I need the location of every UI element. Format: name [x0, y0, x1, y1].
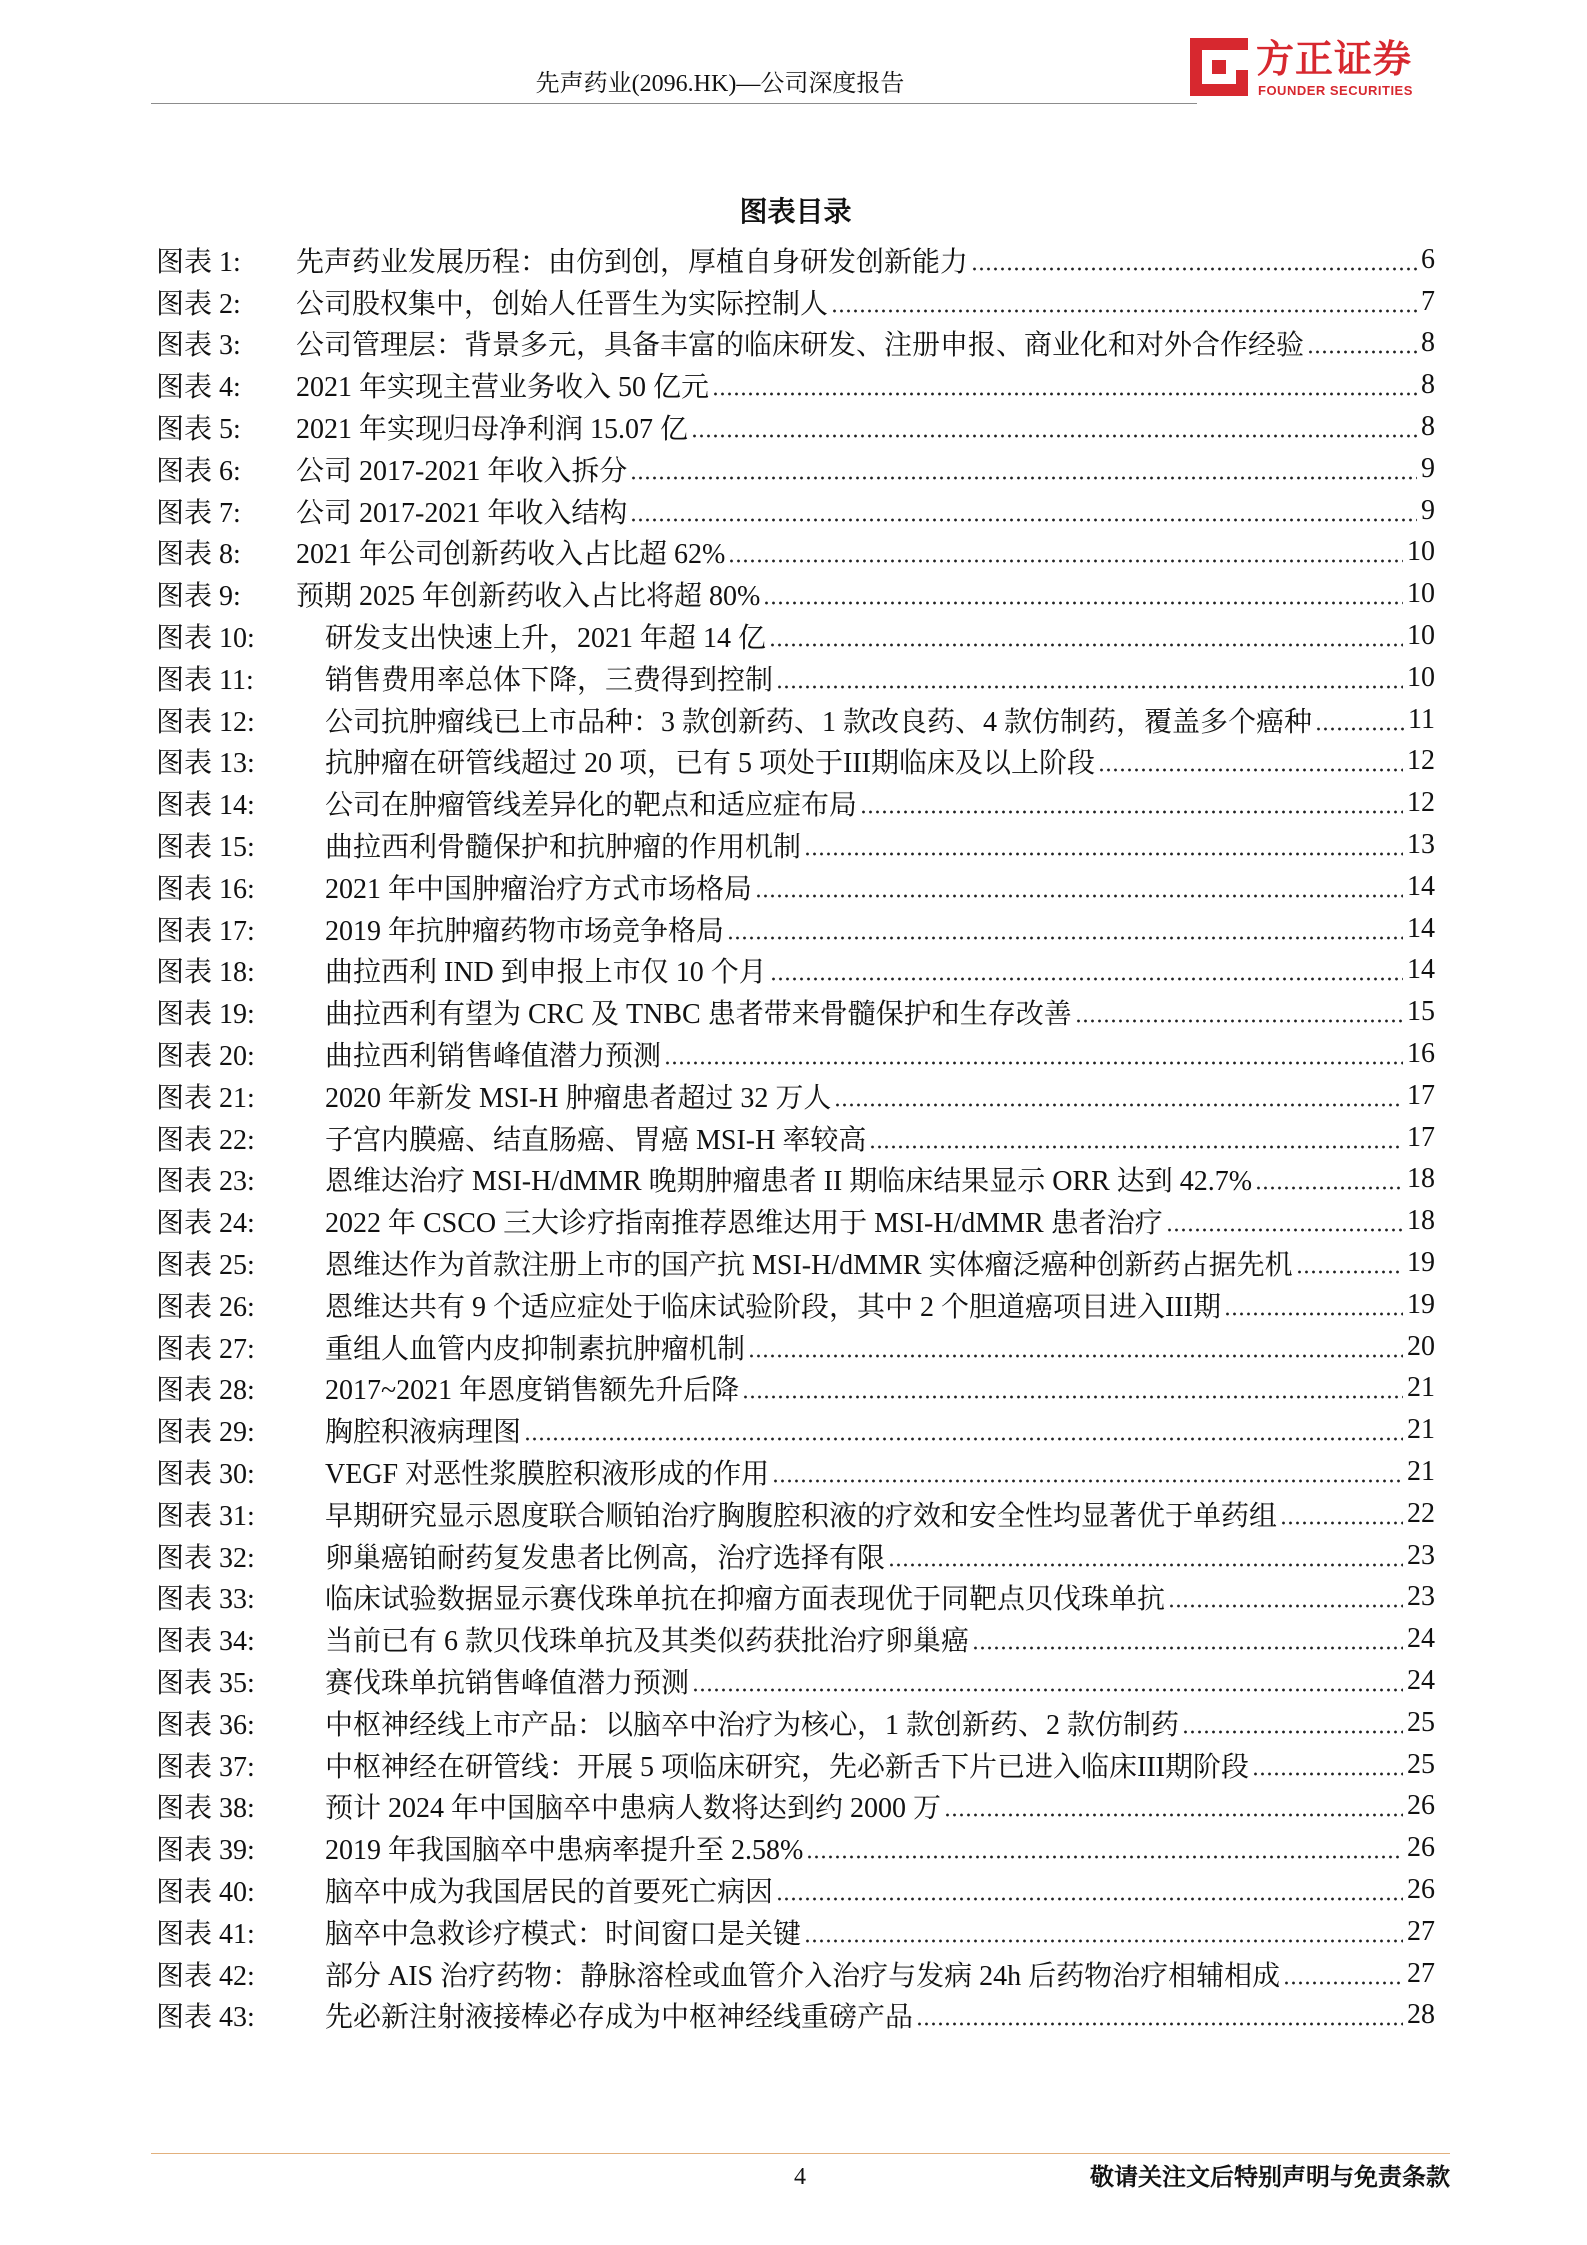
toc-entry-label: 图表 4: — [156, 372, 241, 404]
toc-entry-label: 图表 11: — [156, 664, 254, 696]
toc-entry[interactable] — [156, 1785, 1435, 1827]
toc-entry-title: 子宫内膜癌、结直肠癌、胃癌 MSI-H 率较高 — [325, 1124, 867, 1156]
toc-entry-title: 2021 年实现归母净利润 15.07 亿 — [296, 414, 689, 446]
toc-entry-label: 图表 38: — [156, 1793, 255, 1825]
toc-leader-dots — [664, 1061, 1403, 1065]
toc-entry[interactable] — [156, 1869, 1435, 1911]
toc-entry-page: 18 — [1407, 1163, 1435, 1195]
toc-entry-title: 2021 年公司创新药收入占比超 62% — [296, 539, 726, 571]
toc-entry-label: 图表 28: — [156, 1375, 255, 1407]
toc-leader-dots — [727, 936, 1403, 940]
toc-entry[interactable] — [156, 1577, 1435, 1619]
page-number: 4 — [794, 2164, 806, 2190]
toc-leader-dots — [806, 1855, 1403, 1859]
toc-entry-title: 公司 2017-2021 年收入结构 — [296, 497, 628, 529]
toc-entry-label: 图表 31: — [156, 1500, 255, 1532]
toc-leader-dots — [1166, 1228, 1403, 1232]
toc-entry-label: 图表 12: — [156, 706, 255, 738]
logo-name-cn: 方正证券 — [1256, 37, 1413, 81]
toc-entry-title: 曲拉西利销售峰值潜力预测 — [325, 1041, 662, 1073]
toc-entry[interactable] — [156, 1326, 1435, 1368]
toc-entry-page: 14 — [1407, 912, 1435, 944]
toc-leader-dots — [1283, 1981, 1403, 1985]
toc-entry-page: 8 — [1421, 411, 1435, 443]
toc-leader-dots — [742, 1395, 1403, 1399]
toc-entry-page: 7 — [1421, 285, 1435, 317]
toc-entry-title: 预计 2024 年中国脑卒中患病人数将达到约 2000 万 — [325, 1793, 942, 1825]
toc-entry-page: 10 — [1407, 661, 1435, 693]
toc-entry-title: 2020 年新发 MSI-H 肿瘤患者超过 32 万人 — [325, 1082, 832, 1114]
toc-entry-title: 卵巢癌铂耐药复发患者比例高，治疗选择有限 — [325, 1542, 886, 1574]
toc-entry-page: 6 — [1421, 243, 1435, 275]
toc-entry-title: 恩维达治疗 MSI-H/dMMR 晚期肿瘤患者 II 期临床结果显示 ORR 达到 42.7% — [325, 1166, 1253, 1198]
toc-entry[interactable] — [156, 1535, 1435, 1577]
toc-entry[interactable] — [156, 1200, 1435, 1242]
toc-entry-label: 图表 18: — [156, 957, 255, 989]
toc-entry-page: 25 — [1407, 1748, 1435, 1780]
header-divider — [151, 103, 1197, 104]
toc-entry-page: 9 — [1421, 452, 1435, 484]
toc-leader-dots — [916, 2022, 1403, 2026]
toc-entry-page: 17 — [1407, 1079, 1435, 1111]
toc-leader-dots — [804, 852, 1403, 856]
toc-entry[interactable] — [156, 1117, 1435, 1159]
toc-entry-title: 恩维达共有 9 个适应症处于临床试验阶段，其中 2 个胆道癌项目进入III期 — [325, 1291, 1221, 1323]
toc-leader-dots — [1255, 1186, 1403, 1190]
toc-entry[interactable] — [156, 1953, 1435, 1995]
toc-leader-dots — [1224, 1312, 1403, 1316]
toc-leader-dots — [770, 977, 1403, 981]
toc-entry-label: 图表 2: — [156, 288, 241, 320]
toc-entry-title: 脑卒中急救诊疗模式：时间窗口是关键 — [325, 1918, 802, 1950]
toc-entry-label: 图表 36: — [156, 1709, 255, 1741]
toc-leader-dots — [804, 1939, 1403, 1943]
toc-entry-label: 图表 25: — [156, 1250, 255, 1282]
toc-entry-page: 21 — [1407, 1414, 1435, 1446]
toc-entry-title: 先声药业发展历程：由仿到创，厚植自身研发创新能力 — [296, 246, 969, 278]
toc-entry-label: 图表 32: — [156, 1542, 255, 1574]
toc-entry-page: 21 — [1407, 1372, 1435, 1404]
toc-entry[interactable] — [156, 573, 1435, 615]
toc-entry-page: 25 — [1407, 1706, 1435, 1738]
toc-entry[interactable] — [156, 448, 1435, 490]
toc-entry-label: 图表 16: — [156, 873, 255, 905]
toc-entry-page: 12 — [1407, 745, 1435, 777]
toc-entry-page: 23 — [1407, 1539, 1435, 1571]
toc-leader-dots — [769, 643, 1403, 647]
toc-entry-label: 图表 35: — [156, 1667, 255, 1699]
toc-entry-label: 图表 40: — [156, 1876, 255, 1908]
toc-entry[interactable] — [156, 490, 1435, 532]
toc-entry-title: 中枢神经线上市产品：以脑卒中治疗为核心，1 款创新药、2 款仿制药 — [325, 1709, 1180, 1741]
toc-entry[interactable] — [156, 323, 1435, 365]
brand-logo — [1190, 36, 1434, 100]
toc-entry-title: 早期研究显示恩度联合顺铂治疗胸腹腔积液的疗效和安全性均显著优于单药组 — [325, 1500, 1278, 1532]
toc-entry[interactable] — [156, 1451, 1435, 1493]
toc-entry-title: 公司抗肿瘤线已上市品种：3 款创新药、1 款改良药、4 款仿制药，覆盖多个癌种 — [325, 706, 1313, 738]
toc-entry-title: 胸腔积液病理图 — [325, 1417, 522, 1449]
toc-entry[interactable] — [156, 239, 1435, 281]
toc-entry-title: 预期 2025 年创新药收入占比将超 80% — [296, 581, 761, 613]
toc-entry-title: 公司在肿瘤管线差异化的靶点和适应症布局 — [325, 790, 858, 822]
toc-entry[interactable] — [156, 991, 1435, 1033]
toc-entry-label: 图表 37: — [156, 1751, 255, 1783]
toc-entry-page: 13 — [1407, 829, 1435, 861]
toc-entry-page: 21 — [1407, 1456, 1435, 1487]
toc-entry-page: 14 — [1407, 954, 1435, 986]
toc-entry-label: 图表 23: — [156, 1166, 255, 1198]
toc-leader-dots — [1296, 1270, 1403, 1274]
toc-entry-page: 10 — [1407, 536, 1435, 568]
toc-entry-label: 图表 9: — [156, 581, 241, 613]
toc-entry-label: 图表 39: — [156, 1835, 255, 1867]
toc-entry-page: 8 — [1421, 327, 1435, 359]
toc-entry-page: 12 — [1407, 787, 1435, 819]
toc-leader-dots — [728, 559, 1403, 563]
toc-list — [156, 239, 1435, 2036]
toc-entry-page: 27 — [1407, 1915, 1435, 1947]
toc-leader-dots — [1252, 1772, 1403, 1776]
toc-entry-title: 公司 2017-2021 年收入拆分 — [296, 455, 628, 487]
toc-entry-title: 恩维达作为首款注册上市的国产抗 MSI-H/dMMR 实体瘤泛癌种创新药占据先机 — [325, 1250, 1293, 1282]
toc-entry-label: 图表 7: — [156, 497, 241, 529]
toc-entry-title: 曲拉西利 IND 到申报上市仅 10 个月 — [325, 957, 767, 989]
toc-entry-title: VEGF 对恶性浆膜腔积液形成的作用 — [325, 1459, 770, 1490]
toc-entry[interactable] — [156, 1911, 1435, 1953]
toc-leader-dots — [831, 309, 1417, 313]
toc-entry-page: 19 — [1407, 1247, 1435, 1279]
toc-leader-dots — [524, 1437, 1403, 1441]
toc-entry-label: 图表 41: — [156, 1918, 255, 1950]
toc-entry[interactable] — [156, 1660, 1435, 1702]
toc-entry-page: 24 — [1407, 1623, 1435, 1655]
toc-entry[interactable] — [156, 1409, 1435, 1451]
toc-heading: 图表目录 — [739, 197, 852, 228]
toc-entry-label: 图表 29: — [156, 1417, 255, 1449]
toc-entry-title: 公司股权集中，创始人任晋生为实际控制人 — [296, 288, 829, 320]
toc-entry-label: 图表 21: — [156, 1082, 255, 1114]
toc-entry-title: 重组人血管内皮抑制素抗肿瘤机制 — [325, 1333, 746, 1365]
toc-entry-label: 图表 24: — [156, 1208, 255, 1240]
toc-entry-label: 图表 13: — [156, 748, 255, 780]
toc-entry-page: 26 — [1407, 1873, 1435, 1905]
toc-entry-page: 23 — [1407, 1581, 1435, 1613]
toc-entry-page: 8 — [1421, 369, 1435, 401]
toc-entry-label: 图表 20: — [156, 1041, 255, 1073]
toc-entry-page: 10 — [1407, 578, 1435, 610]
toc-entry-title: 研发支出快速上升，2021 年超 14 亿 — [325, 623, 767, 655]
toc-entry-title: 销售费用率总体下降，三费得到控制 — [325, 664, 774, 696]
toc-entry-label: 图表 10: — [156, 623, 255, 655]
toc-entry[interactable] — [156, 1618, 1435, 1660]
toc-entry-page: 9 — [1421, 494, 1435, 526]
toc-leader-dots — [869, 1145, 1403, 1149]
toc-leader-dots — [1168, 1604, 1403, 1608]
toc-entry-label: 图表 1: — [156, 246, 241, 278]
toc-leader-dots — [860, 810, 1403, 814]
toc-entry-label: 图表 42: — [156, 1960, 255, 1992]
toc-leader-dots — [630, 518, 1417, 522]
toc-entry[interactable] — [156, 1744, 1435, 1786]
toc-entry-page: 14 — [1407, 870, 1435, 902]
toc-entry[interactable] — [156, 866, 1435, 908]
toc-entry-page: 27 — [1407, 1957, 1435, 1989]
toc-entry-title: 中枢神经在研管线：开展 5 项临床研究，先必新舌下片已进入临床III期阶段 — [325, 1751, 1249, 1783]
founder-securities-logo-icon — [1190, 38, 1248, 96]
toc-leader-dots — [755, 894, 1403, 898]
toc-entry-page: 11 — [1408, 703, 1435, 735]
toc-entry[interactable] — [156, 364, 1435, 406]
toc-leader-dots — [692, 1688, 1403, 1692]
toc-leader-dots — [763, 601, 1403, 605]
toc-entry-label: 图表 5: — [156, 414, 241, 446]
toc-entry-title: 曲拉西利有望为 CRC 及 TNBC 患者带来骨髓保护和生存改善 — [325, 999, 1072, 1031]
toc-entry-label: 图表 14: — [156, 790, 255, 822]
toc-entry-label: 图表 26: — [156, 1291, 255, 1323]
toc-entry-label: 图表 34: — [156, 1626, 255, 1658]
toc-leader-dots — [1280, 1521, 1403, 1525]
footer-divider — [151, 2153, 1450, 2154]
toc-entry-title: 曲拉西利骨髓保护和抗肿瘤的作用机制 — [325, 832, 802, 864]
toc-entry[interactable] — [156, 1702, 1435, 1744]
toc-entry-title: 公司管理层：背景多元，具备丰富的临床研发、注册申报、商业化和对外合作经验 — [296, 330, 1305, 362]
toc-leader-dots — [888, 1563, 1403, 1567]
toc-entry-label: 图表 33: — [156, 1584, 255, 1616]
toc-entry-page: 24 — [1407, 1664, 1435, 1696]
toc-entry-label: 图表 27: — [156, 1333, 255, 1365]
toc-entry-title: 2017~2021 年恩度销售额先升后降 — [325, 1375, 740, 1407]
toc-leader-dots — [691, 434, 1417, 438]
report-header-title: 先声药业(2096.HK)—公司深度报告 — [535, 71, 905, 97]
toc-entry-label: 图表 6: — [156, 455, 241, 487]
toc-leader-dots — [748, 1354, 1403, 1358]
toc-entry-page: 10 — [1407, 620, 1435, 652]
toc-leader-dots — [1307, 350, 1417, 354]
toc-entry[interactable] — [156, 1284, 1435, 1326]
toc-entry[interactable] — [156, 1827, 1435, 1869]
toc-entry-page: 18 — [1407, 1205, 1435, 1237]
toc-leader-dots — [776, 685, 1403, 689]
toc-entry-title: 2019 年我国脑卒中患病率提升至 2.58% — [325, 1835, 804, 1867]
toc-leader-dots — [630, 476, 1417, 480]
toc-entry-title: 2022 年 CSCO 三大诊疗指南推荐恩维达用于 MSI-H/dMMR 患者治疗 — [325, 1208, 1163, 1240]
toc-entry-label: 图表 22: — [156, 1124, 255, 1156]
toc-entry-title: 抗肿瘤在研管线超过 20 项，已有 5 项处于III期临床及以上阶段 — [325, 748, 1095, 780]
toc-entry-page: 22 — [1407, 1497, 1435, 1529]
toc-leader-dots — [834, 1103, 1403, 1107]
toc-entry-title: 2019 年抗肿瘤药物市场竞争格局 — [325, 915, 725, 947]
toc-entry-label: 图表 17: — [156, 915, 255, 947]
footer-disclaimer: 敬请关注文后特别声明与免责条款 — [1090, 2163, 1450, 2191]
toc-entry-page: 26 — [1407, 1832, 1435, 1864]
toc-entry[interactable] — [156, 699, 1435, 741]
toc-entry-title: 2021 年中国肿瘤治疗方式市场格局 — [325, 873, 753, 905]
toc-entry-page: 17 — [1407, 1121, 1435, 1153]
toc-entry[interactable] — [156, 1493, 1435, 1535]
toc-entry[interactable] — [156, 615, 1435, 657]
toc-entry-label: 图表 3: — [156, 330, 241, 362]
toc-leader-dots — [1315, 727, 1404, 731]
toc-entry-label: 图表 30: — [156, 1459, 255, 1490]
toc-entry[interactable] — [156, 532, 1435, 574]
toc-leader-dots — [1075, 1019, 1403, 1023]
toc-entry-label: 图表 8: — [156, 539, 241, 571]
toc-entry[interactable] — [156, 908, 1435, 950]
toc-entry-page: 20 — [1407, 1330, 1435, 1362]
toc-entry-title: 先必新注射液接棒必存成为中枢神经线重磅产品 — [325, 2002, 914, 2034]
toc-entry[interactable] — [156, 824, 1435, 866]
logo-name-en: FOUNDER SECURITIES — [1258, 83, 1413, 98]
toc-entry-page: 16 — [1407, 1038, 1435, 1070]
toc-entry-title: 脑卒中成为我国居民的首要死亡病因 — [325, 1876, 774, 1908]
toc-entry[interactable] — [156, 741, 1435, 783]
toc-entry[interactable] — [156, 657, 1435, 699]
toc-entry[interactable] — [156, 950, 1435, 992]
toc-entry-title: 赛伐珠单抗销售峰值潜力预测 — [325, 1667, 690, 1699]
toc-leader-dots — [972, 1646, 1403, 1650]
toc-entry-page: 15 — [1407, 996, 1435, 1028]
toc-entry-title: 2021 年实现主营业务收入 50 亿元 — [296, 372, 710, 404]
toc-entry-page: 19 — [1407, 1288, 1435, 1320]
toc-leader-dots — [944, 1813, 1403, 1817]
toc-entry[interactable] — [156, 1368, 1435, 1410]
toc-entry[interactable] — [156, 1075, 1435, 1117]
toc-entry[interactable] — [156, 1033, 1435, 1075]
toc-leader-dots — [776, 1897, 1403, 1901]
toc-entry[interactable] — [156, 1159, 1435, 1201]
toc-entry-title: 部分 AIS 治疗药物：静脉溶栓或血管介入治疗与发病 24h 后药物治疗相辅相成 — [325, 1960, 1281, 1992]
toc-entry-label: 图表 43: — [156, 2002, 255, 2034]
toc-leader-dots — [712, 392, 1417, 396]
toc-entry-label: 图表 15: — [156, 832, 255, 864]
toc-entry-title: 临床试验数据显示赛伐珠单抗在抑瘤方面表现优于同靶点贝伐珠单抗 — [325, 1584, 1166, 1616]
toc-leader-dots — [1182, 1730, 1403, 1734]
toc-entry-page: 28 — [1407, 1999, 1435, 2031]
toc-leader-dots — [971, 267, 1417, 271]
toc-entry-title: 当前已有 6 款贝伐珠单抗及其类似药获批治疗卵巢癌 — [325, 1626, 970, 1658]
toc-entry[interactable] — [156, 782, 1435, 824]
toc-entry[interactable] — [156, 1994, 1435, 2036]
toc-leader-dots — [1098, 768, 1403, 772]
toc-entry[interactable] — [156, 1242, 1435, 1284]
toc-entry[interactable] — [156, 281, 1435, 323]
toc-entry-label: 图表 19: — [156, 999, 255, 1031]
toc-leader-dots — [772, 1479, 1403, 1483]
toc-entry[interactable] — [156, 406, 1435, 448]
toc-entry-page: 26 — [1407, 1790, 1435, 1822]
